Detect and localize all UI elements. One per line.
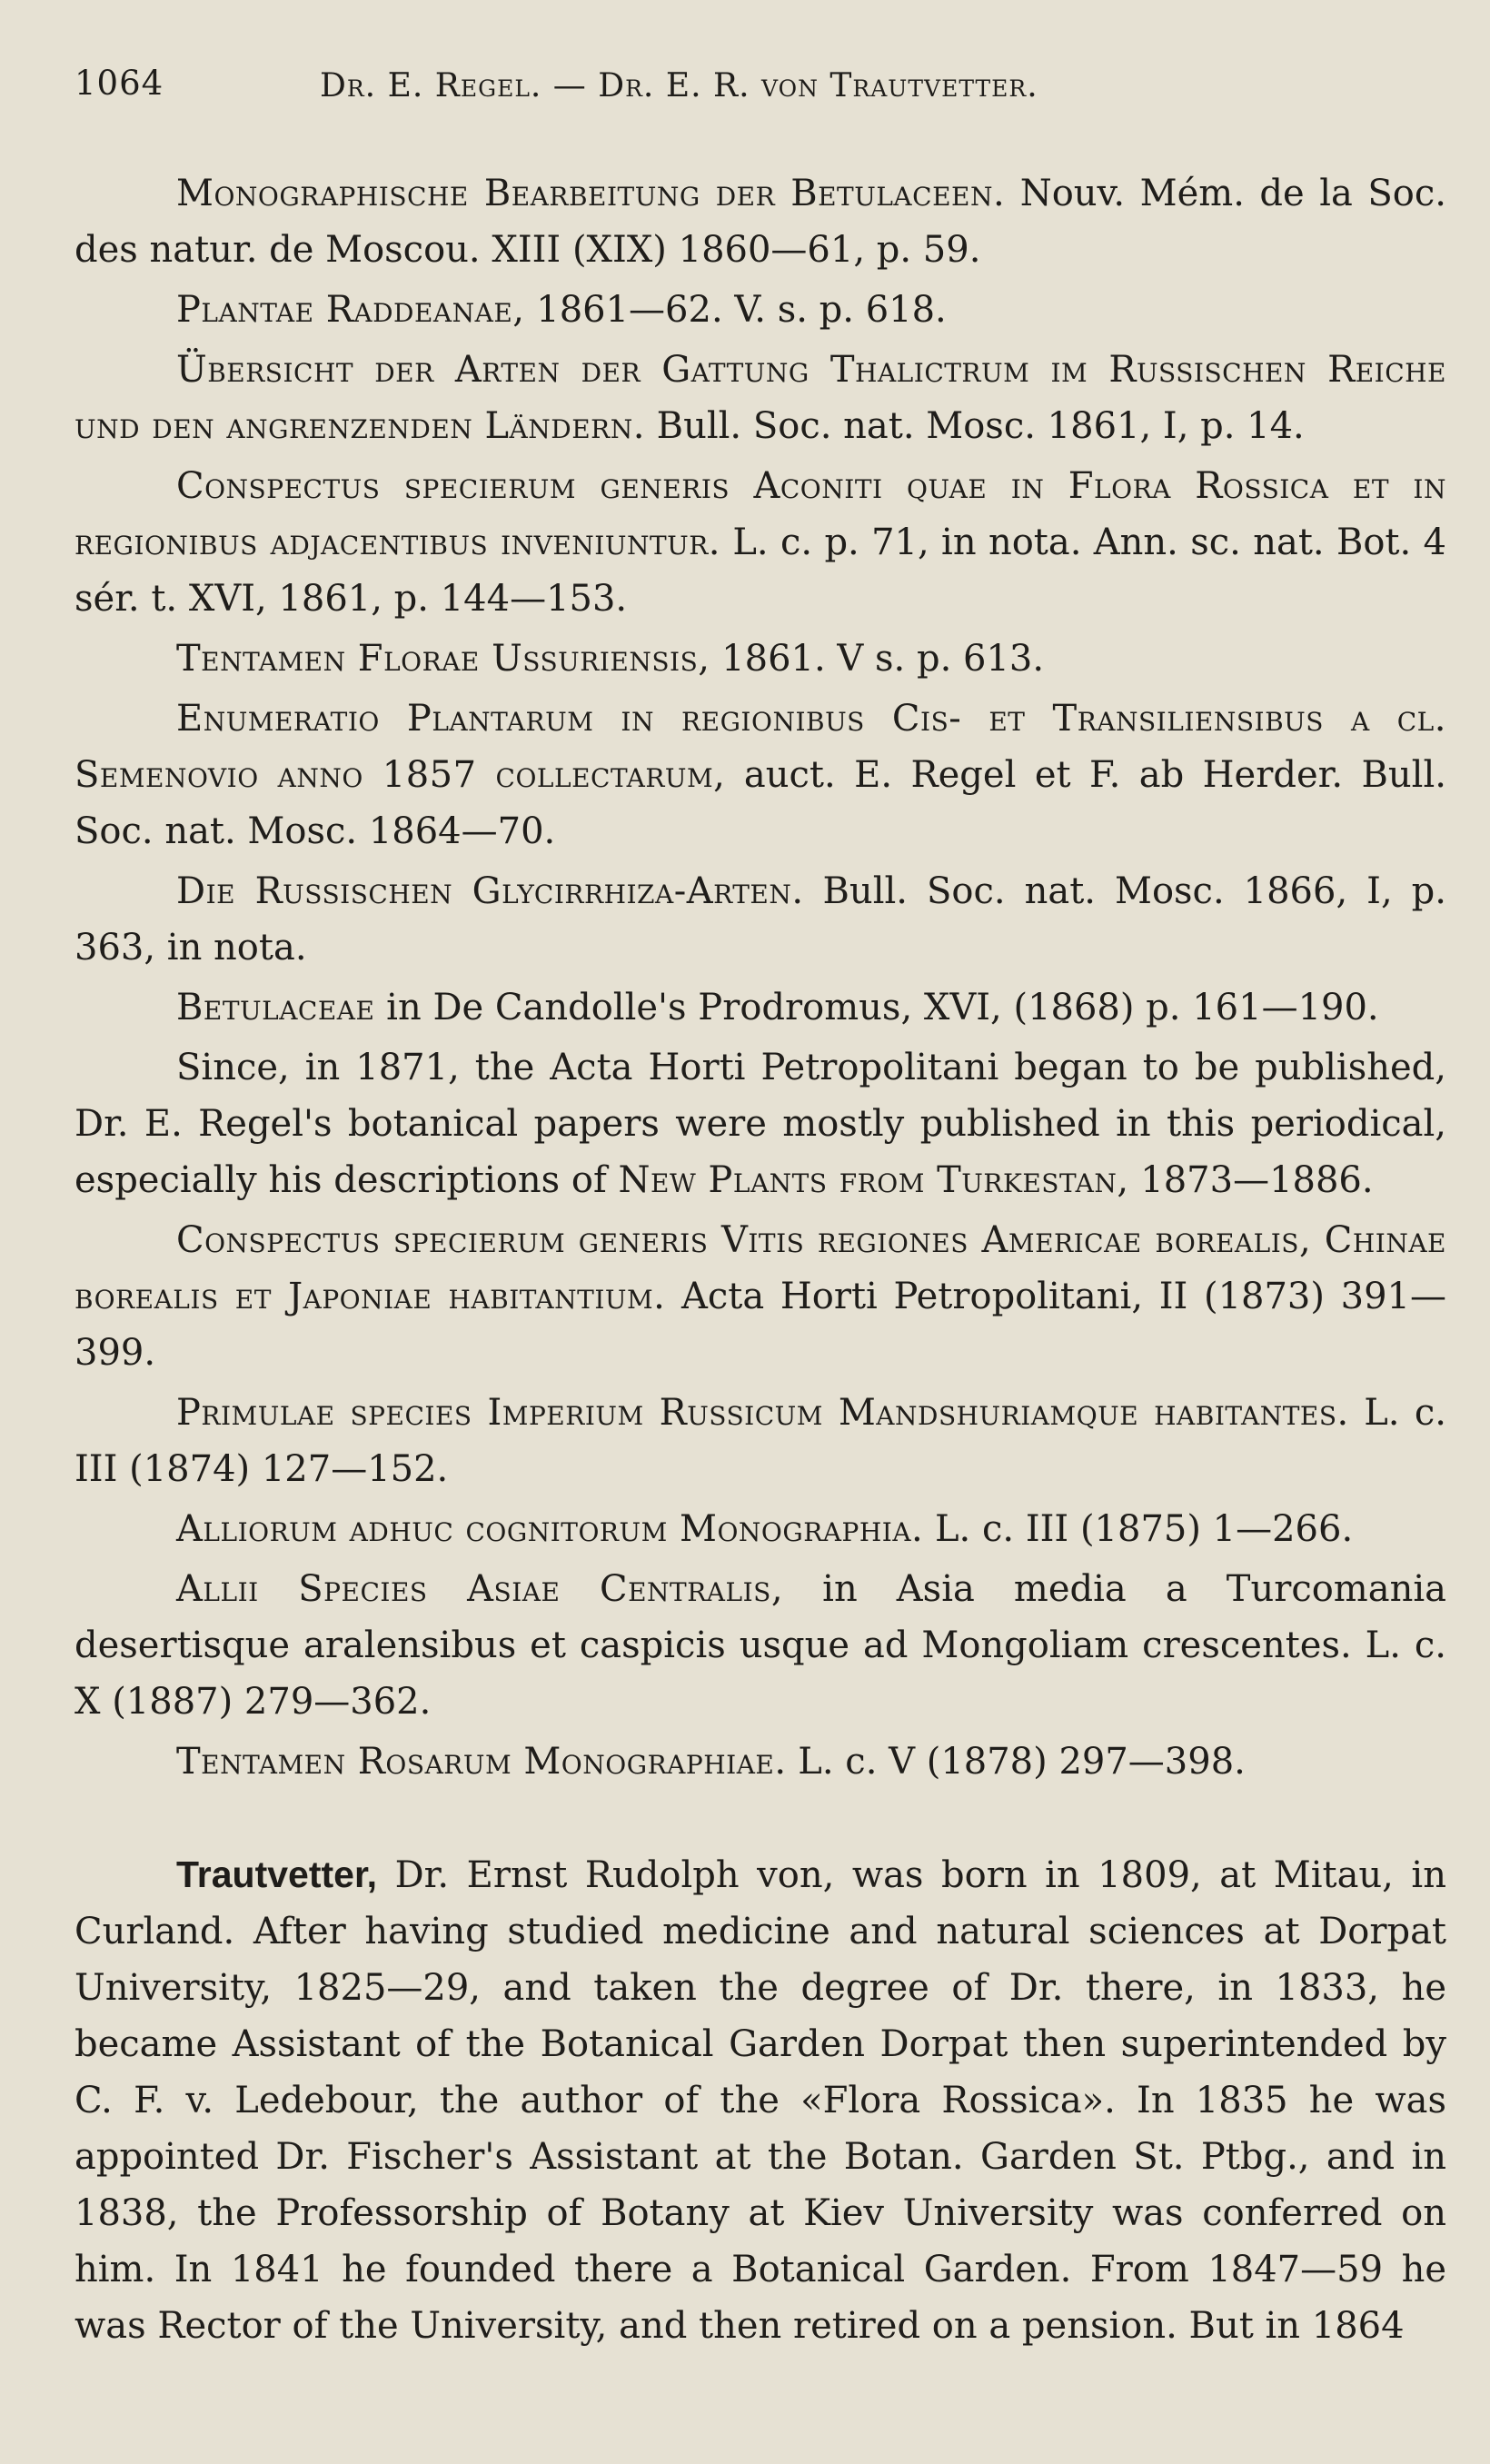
narrative-text: 1873—1886. [1128,1159,1374,1201]
narrative-paragraph [74,1039,1446,1208]
narrative-title: New Plants from Turkestan, [618,1159,1129,1201]
biography-name: Trautvetter, [176,1853,378,1895]
bibliography-entry [74,1385,1446,1497]
entry-title: Conspectus specierum generis Vitis regiones Americae borealis, Chinae borealis et Japoniae habitantium. [74,1219,1446,1317]
entry-title: Primulae species Imperium Russicum Mandshuriamque habitantes. [176,1392,1349,1434]
entry-citation: 1861. V s. p. 613. [710,638,1045,680]
bibliography-entry [74,342,1446,454]
entry-title: Die Russischen Glycirrhiza-Arten. [176,870,804,912]
bibliography-entry [74,458,1446,627]
page-number: 1064 [74,64,164,103]
bibliography-entry [74,1501,1446,1557]
entry-title: Tentamen Rosarum Monographiae. [176,1741,787,1783]
entry-title: Allii Species Asiae Centralis, [176,1568,784,1610]
entry-title: Conspectus specierum generis Aconiti quae in Flora Rossica et in regionibus adjacentibus inveniuntur. [74,465,1446,563]
entry-title: Tentamen Florae Ussuriensis, [176,638,710,680]
entry-citation: L. c. III (1875) 1—266. [923,1508,1354,1550]
entry-citation: 1861—62. V. s. p. 618. [524,289,947,331]
entry-citation: auct. E. Regel et F. ab Herder. Bull. Soc. nat. Mosc. 1864—70. [74,754,1446,852]
entry-title: Alliorum adhuc cognitorum Monographia. [176,1508,924,1550]
biography-text: Dr. Ernst Rudolph von, was born in 1809, at Mitau, in Curland. After having studied medicine and natural sciences at Dorpat University, 1825—29, and taken the degree of Dr. there, in 1833, he became Assistant of the Botanical Garden Dorpat then superintended by C. F. v. Ledebour, the author of the «Flora Rossica». In 1835 he was appointed Dr. Fischer's Assistant at the Botan. Garden St. Ptbg., and in 1838, the Professorship of Botany at Kiev University was conferred on him. In 1841 he founded there a Botanical Garden. From 1847—59 he was Rector of the University, and then retired on a pension. But in 1864 [74,1854,1446,2347]
entry-citation: in Asia media a Turcomania desertisque aralensibus et caspicis usque ad Mongoliam crescentes. L. c. X (1887) 279—362. [74,1568,1446,1723]
entry-citation: Bull. Soc. nat. Mosc. 1866, I, p. 363, in nota. [74,870,1446,969]
bibliography-entry [74,863,1446,976]
bibliography-entry [74,1561,1446,1730]
bibliography-entry [74,282,1446,338]
page-header [74,64,1446,118]
entry-citation: Nouv. Mém. de la Soc. des natur. de Moscou. XIII (XIX) 1860—61, p. 59. [74,173,1447,271]
page-body [74,165,1446,2358]
narrative-text: Since, in 1871, the Acta Horti Petropolitani began to be published, Dr. E. Regel's botanical papers were mostly published in this periodical, especially his descriptions of [74,1047,1446,1201]
biography-paragraph [74,1846,1446,2354]
entry-title: Übersicht der Arten der Gattung Thalictrum im Russischen Reiche und den angrenzenden Ländern. [74,349,1446,447]
bibliography-entry [74,979,1446,1036]
entry-citation: in De Candolle's Prodromus, XVI, (1868) p. 161—190. [374,987,1379,1028]
entry-citation: L. c. III (1874) 127—152. [74,1392,1447,1490]
entry-citation: L. c. p. 71, in nota. Ann. sc. nat. Bot. 4 sér. t. XVI, 1861, p. 144—153. [74,522,1447,620]
section-gap [74,1793,1446,1846]
entry-title: Plantae Raddeanae, [176,289,525,331]
bibliography-entry [74,1734,1446,1790]
bibliography-entry [74,165,1446,278]
entry-title: Monographische Bearbeitung der Betulaceen. [176,173,1006,214]
running-head: Dr. E. Regel. — Dr. E. R. von Trautvetter. [320,67,1038,104]
entry-citation: Bull. Soc. nat. Mosc. 1861, I, p. 14. [644,405,1305,447]
entry-title: Betulaceae [176,987,375,1028]
entry-title: Enumeratio Plantarum in regionibus Cis- et Transiliensibus a cl. Semenovio anno 1857 collectarum, [74,698,1446,796]
bibliography-entry [74,631,1446,687]
bibliography-entry [74,691,1446,859]
bibliography-entry [74,1212,1446,1381]
entry-citation: Acta Horti Petropolitani, II (1873) 391—399. [74,1276,1446,1374]
entry-citation: L. c. V (1878) 297—398. [786,1741,1246,1783]
